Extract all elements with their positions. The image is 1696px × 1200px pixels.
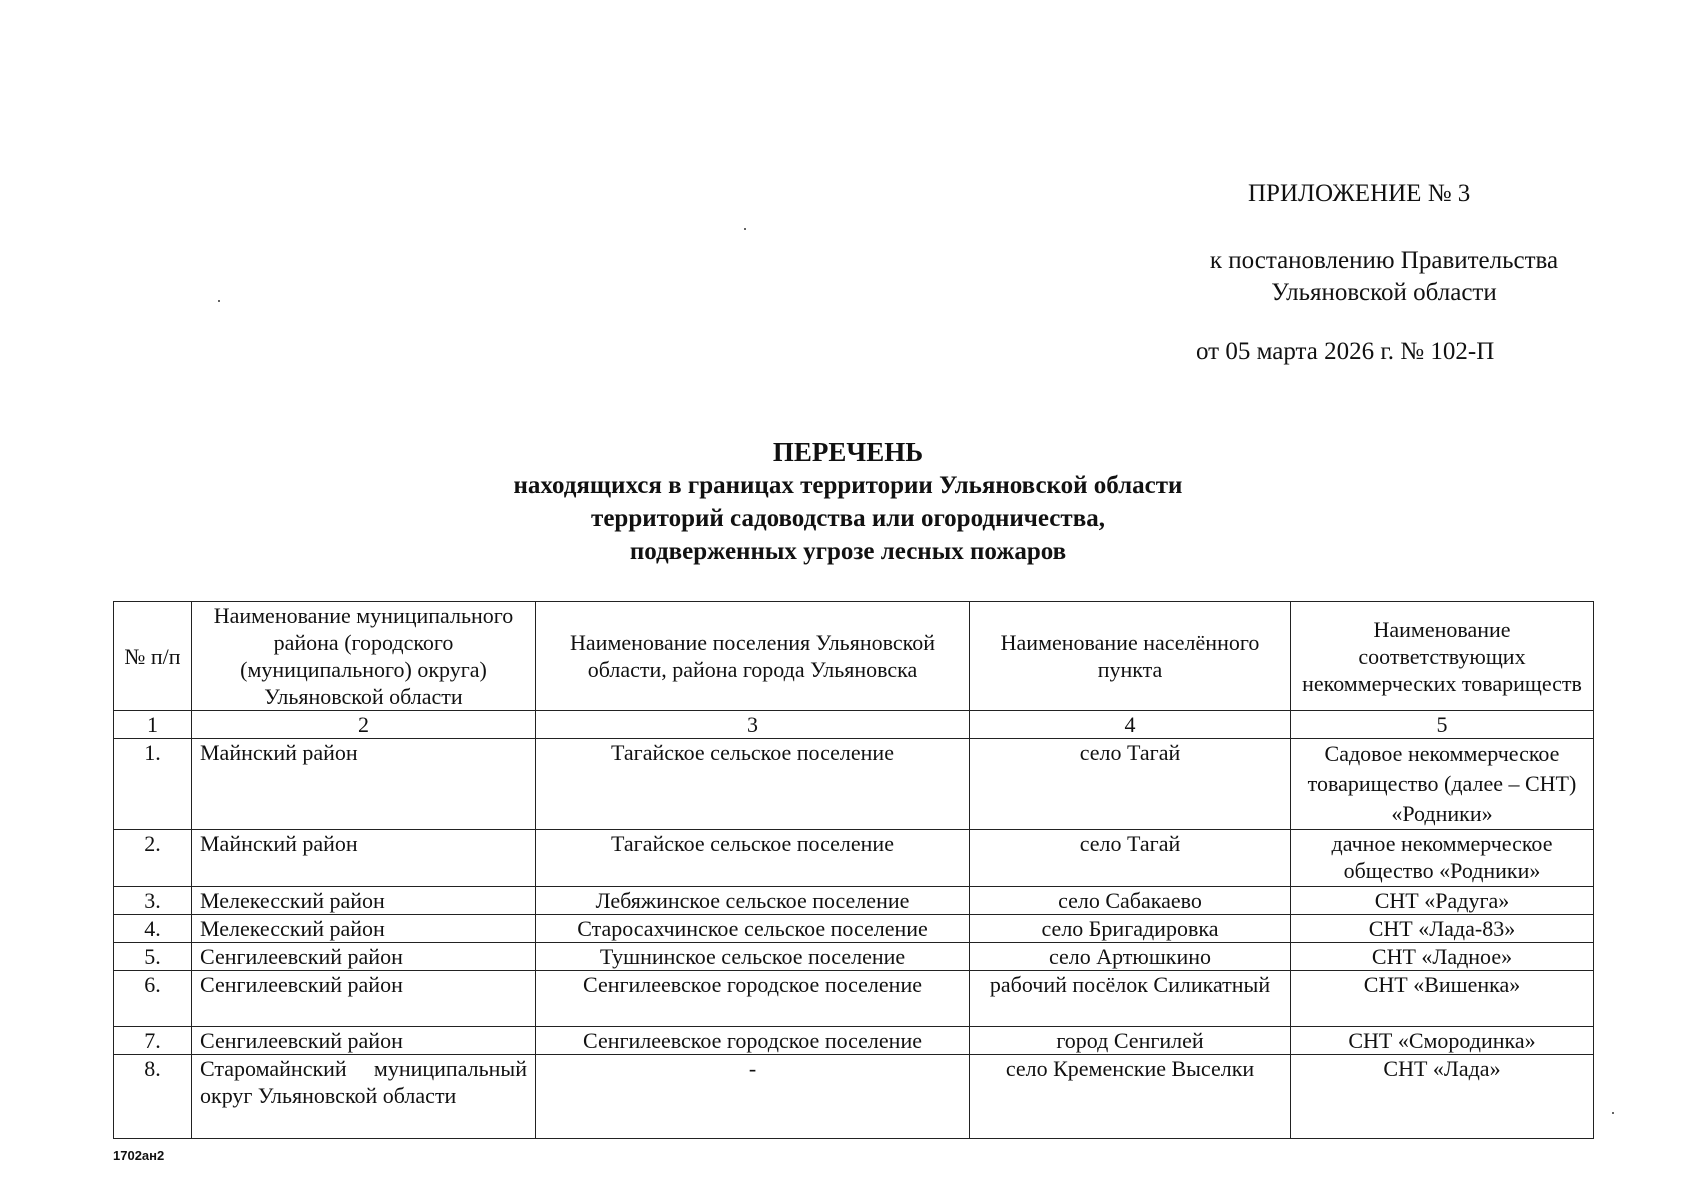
row-partnership: СНТ «Лада» — [1291, 1055, 1594, 1139]
row-locality: село Тагай — [970, 739, 1291, 830]
appendix-reference-line2: Ульяновской области — [1271, 279, 1497, 306]
row-settlement: Старосахчинское сельское поселение — [536, 915, 970, 943]
row-locality: село Бригадировка — [970, 915, 1291, 943]
row-locality: город Сенгилей — [970, 1027, 1291, 1055]
scan-speck — [744, 228, 746, 230]
row-district: Сенгилеевский район — [192, 1027, 536, 1055]
heading-line2: территорий садоводства или огородничества, — [591, 505, 1105, 532]
column-number: 5 — [1291, 711, 1594, 739]
scan-speck — [218, 300, 220, 302]
row-settlement: Тагайское сельское поселение — [536, 830, 970, 887]
row-number: 6. — [114, 971, 192, 1027]
row-number: 5. — [114, 943, 192, 971]
territories-table — [113, 601, 1594, 1139]
row-district: Майнский район — [192, 830, 536, 887]
table-header-row — [114, 602, 1594, 711]
appendix-date: от 05 марта 2026 г. № 102-П — [1196, 338, 1495, 365]
table-row — [114, 739, 1594, 830]
scan-speck — [1612, 1112, 1614, 1114]
document-heading — [0, 436, 1696, 568]
header-partnership: Наименование соответствующих некоммерческих товариществ — [1291, 602, 1594, 711]
table-row — [114, 1055, 1594, 1139]
column-number: 4 — [970, 711, 1291, 739]
table-row — [114, 830, 1594, 887]
header-settlement: Наименование поселения Ульяновской области, района города Ульяновска — [536, 602, 970, 711]
row-partnership: СНТ «Ладное» — [1291, 943, 1594, 971]
row-partnership: СНТ «Лада-83» — [1291, 915, 1594, 943]
heading-line3: подверженных угрозе лесных пожаров — [629, 538, 1067, 565]
header-number: № п/п — [114, 602, 192, 711]
row-number: 1. — [114, 739, 192, 830]
row-settlement: Тагайское сельское поселение — [536, 739, 970, 830]
column-number: 3 — [536, 711, 970, 739]
row-settlement: Тушнинское сельское поселение — [536, 943, 970, 971]
column-number-row — [114, 711, 1594, 739]
heading-main: ПЕРЕЧЕНЬ — [772, 437, 924, 467]
row-district: Старомайнский муниципальный округ Ульяновской области — [192, 1055, 536, 1139]
row-partnership: Садовое некоммерческое товарищество (далее – СНТ) «Родники» — [1291, 739, 1594, 830]
table-row — [114, 971, 1594, 1027]
table-row — [114, 887, 1594, 915]
row-partnership: СНТ «Радуга» — [1291, 887, 1594, 915]
row-partnership: СНТ «Смородинка» — [1291, 1027, 1594, 1055]
row-locality: село Тагай — [970, 830, 1291, 887]
table-row — [114, 943, 1594, 971]
row-district: Сенгилеевский район — [192, 943, 536, 971]
row-number: 2. — [114, 830, 192, 887]
appendix-title: ПРИЛОЖЕНИЕ № 3 — [1248, 180, 1471, 207]
row-number: 8. — [114, 1055, 192, 1139]
row-district: Мелекесский район — [192, 915, 536, 943]
row-number: 7. — [114, 1027, 192, 1055]
column-number: 1 — [114, 711, 192, 739]
row-locality: село Артюшкино — [970, 943, 1291, 971]
header-district: Наименование муниципального района (городского (муниципального) округа) Ульяновской области — [192, 602, 536, 711]
document-code: 1702ан2 — [113, 1148, 165, 1163]
table-row — [114, 915, 1594, 943]
row-partnership: СНТ «Вишенка» — [1291, 971, 1594, 1027]
table-row — [114, 1027, 1594, 1055]
row-number: 4. — [114, 915, 192, 943]
row-settlement: - — [536, 1055, 970, 1139]
row-locality: село Кременские Выселки — [970, 1055, 1291, 1139]
appendix-reference-line1: к постановлению Правительства — [1209, 247, 1559, 274]
row-locality: рабочий посёлок Силикатный — [970, 971, 1291, 1027]
row-settlement: Сенгилеевское городское поселение — [536, 1027, 970, 1055]
row-partnership: дачное некоммерческое общество «Родники» — [1291, 830, 1594, 887]
row-settlement: Лебяжинское сельское поселение — [536, 887, 970, 915]
row-number: 3. — [114, 887, 192, 915]
row-settlement: Сенгилеевское городское поселение — [536, 971, 970, 1027]
header-locality: Наименование населённого пункта — [970, 602, 1291, 711]
heading-line1: находящихся в границах территории Ульяновской области — [513, 472, 1183, 499]
column-number: 2 — [192, 711, 536, 739]
row-locality: село Сабакаево — [970, 887, 1291, 915]
row-district: Мелекесский район — [192, 887, 536, 915]
row-district: Сенгилеевский район — [192, 971, 536, 1027]
row-district: Майнский район — [192, 739, 536, 830]
appendix-reference — [1174, 245, 1594, 309]
